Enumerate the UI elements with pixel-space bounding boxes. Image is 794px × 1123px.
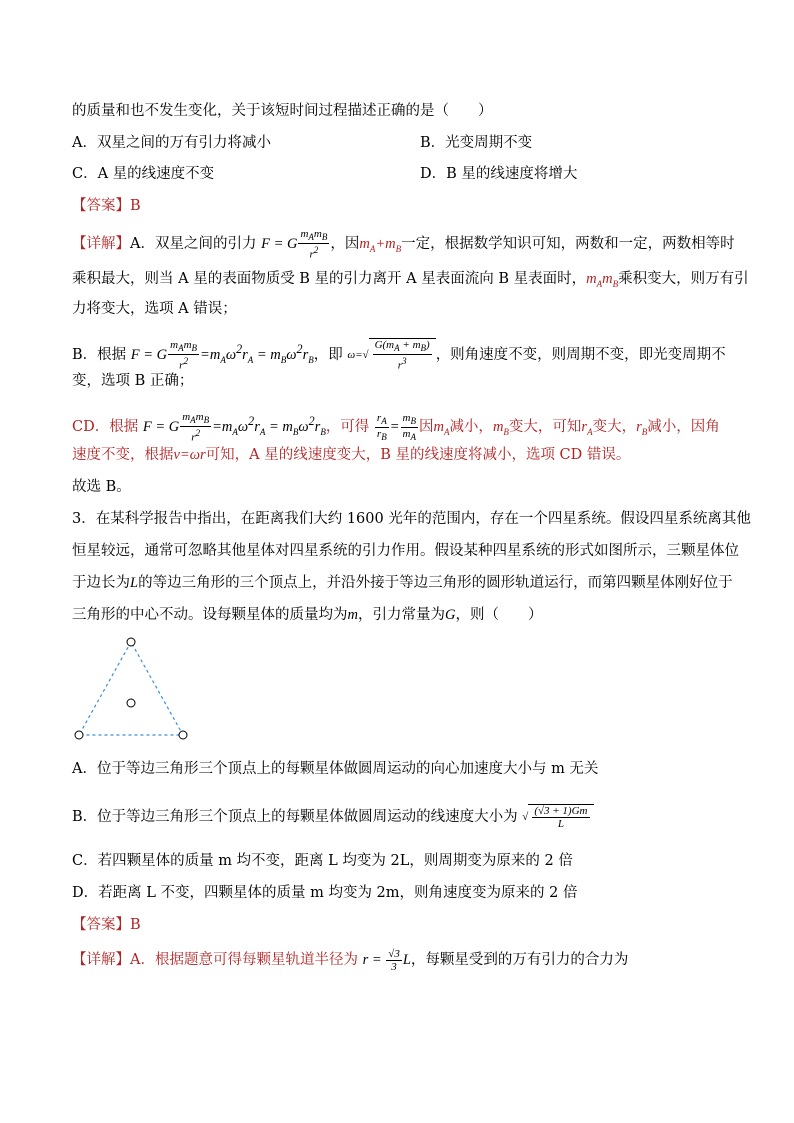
circular-motion-formula: F = G $\frac{m_Am_B}{r^2}$ $=m_A\omega^2r_A = m_B\omega^2r_B$ (130, 339, 314, 373)
mass-product: $m_Am_B$ (586, 271, 619, 289)
cd-formula: F = G $\frac{m_Am_B}{r^2}$ $=m_A\omega^2r_A = m_B\omega^2r_B$ (142, 411, 326, 444)
q2-detail-a-line1: 【详解】A．双星之间的引力 F = G $\frac{m_Am_B}{r^2}$ ，因$m_A+m_B$一定，根据数学知识可知，两数和一定，两数相等时 (72, 228, 735, 261)
q2-detail-a-line2: 乘积最大，则当 A 星的表面物质受 B 星的引力离开 A 星表面流向 B 星表面时，$m_Am_B$乘积变大，则万有引 (72, 271, 749, 289)
q2-stem-tail: 的质量和也不发生变化，关于该短时间过程描述正确的是（ ） (72, 103, 493, 119)
q2-answer: 【答案】B (72, 198, 141, 214)
velocity-formula: √ $\frac{(√3 + 1)Gm}{L}$ (522, 804, 593, 830)
radius-ratio: $\frac{r_A}{r_B}$ = $\frac{m_B}{m_A}$ (376, 411, 416, 443)
q2-option-a: A．双星之间的万有引力将减小 (72, 135, 271, 151)
star-top (127, 638, 135, 646)
four-star-triangle-diagram (70, 634, 192, 744)
mass-sum: $m_A+m_B$ (359, 235, 402, 254)
q2-options-row1 (72, 132, 722, 154)
q2-detail-cd-line2: 速度不变，根据v=ωr可知，A 星的线速度变大，B 星的线速度将减小，选项 CD 错误。 (72, 447, 631, 463)
q2-conclusion: 故选 B。 (72, 479, 131, 495)
omega-formula: ω=√ $\frac{G(m_A + m_B)}{r^3}$ (347, 338, 435, 372)
q2-detail-b-line2: 变，选项 B 正确； (72, 373, 194, 389)
q3-answer: 【答案】B (72, 917, 141, 933)
detail-label: 【详解】 (72, 235, 130, 252)
q3-option-c: C．若四颗星体的质量 m 均不变，距离 L 均变为 2L，则周期变为原来的 2 倍 (72, 853, 573, 869)
q3-stem-line1: 3．在某科学报告中指出，在距离我们大约 1600 光年的范围内，存在一个四星系统。假设四星系统离其他 (72, 511, 751, 527)
q3-option-b: B．位于等边三角形三个顶点上的每颗星体做圆周运动的线速度大小为 √ $\frac{(√3 + 1)Gm}{L}$ (72, 804, 594, 830)
q3-stem-line4: 三角形的中心不动。设每颗星体的质量均为m，引力常量为G，则（ ） (72, 607, 543, 623)
q3-detail-a-line1: 【详解】A．根据题意可得每颗星轨道半径为 r = $\frac{√3}{3}$ L，每颗星受到的万有引力的合力为 (72, 948, 629, 973)
q3-option-d: D．若距离 L 不变，四颗星体的质量 m 均变为 2m，则角速度变为原来的 2 倍 (72, 885, 578, 901)
gravity-formula: F = G $\frac{m_Am_B}{r^2}$ (261, 228, 328, 261)
triangle-edges (79, 642, 183, 735)
q2-option-d: D．B 星的线速度将增大 (420, 166, 578, 182)
q2-option-c: C．A 星的线速度不变 (72, 166, 215, 182)
q2-detail-cd-line1: CD．根据 F = G $\frac{m_Am_B}{r^2}$ $=m_A\omega^2r_A = m_B\omega^2r_B$，可得 $\frac{r_A}{r_B}$ = $\frac{m_B}{m_A}$ 因$m_A$减小，$m_B$变大，可知$r_A$变大，$r_B$减小，因角 (72, 411, 720, 444)
q2-detail-a-line3: 力将变大，选项 A 错误； (72, 301, 237, 317)
orbit-radius-formula: r = $\frac{√3}{3}$ L (362, 948, 411, 973)
q2-options-row2 (72, 163, 722, 185)
q3-option-a: A．位于等边三角形三个顶点上的每颗星体做圆周运动的向心加速度大小与 m 无关 (72, 761, 599, 777)
q3-stem-line2: 恒星较远，通常可忽略其他星体对四星系统的引力作用。假设某种四星系统的形式如图所示，三颗星体位 (72, 543, 739, 559)
star-bottom-right (179, 731, 187, 739)
q2-detail-b-line1: B．根据 F = G $\frac{m_Am_B}{r^2}$ $=m_A\omega^2r_A = m_B\omega^2r_B$，即 ω=√ $\frac{G(m_A + m_B)}{r^3}$ ，则角速度不变，则周期不变，即光变周期不 (72, 339, 726, 373)
star-center (127, 699, 135, 707)
q2-option-b: B．光变周期不变 (420, 135, 533, 151)
q3-stem-line3: 于边长为L的等边三角形的三个顶点上，并沿外接于等边三角形的圆形轨道运行，而第四颗星体刚好位于 (72, 575, 733, 591)
star-bottom-left (75, 731, 83, 739)
